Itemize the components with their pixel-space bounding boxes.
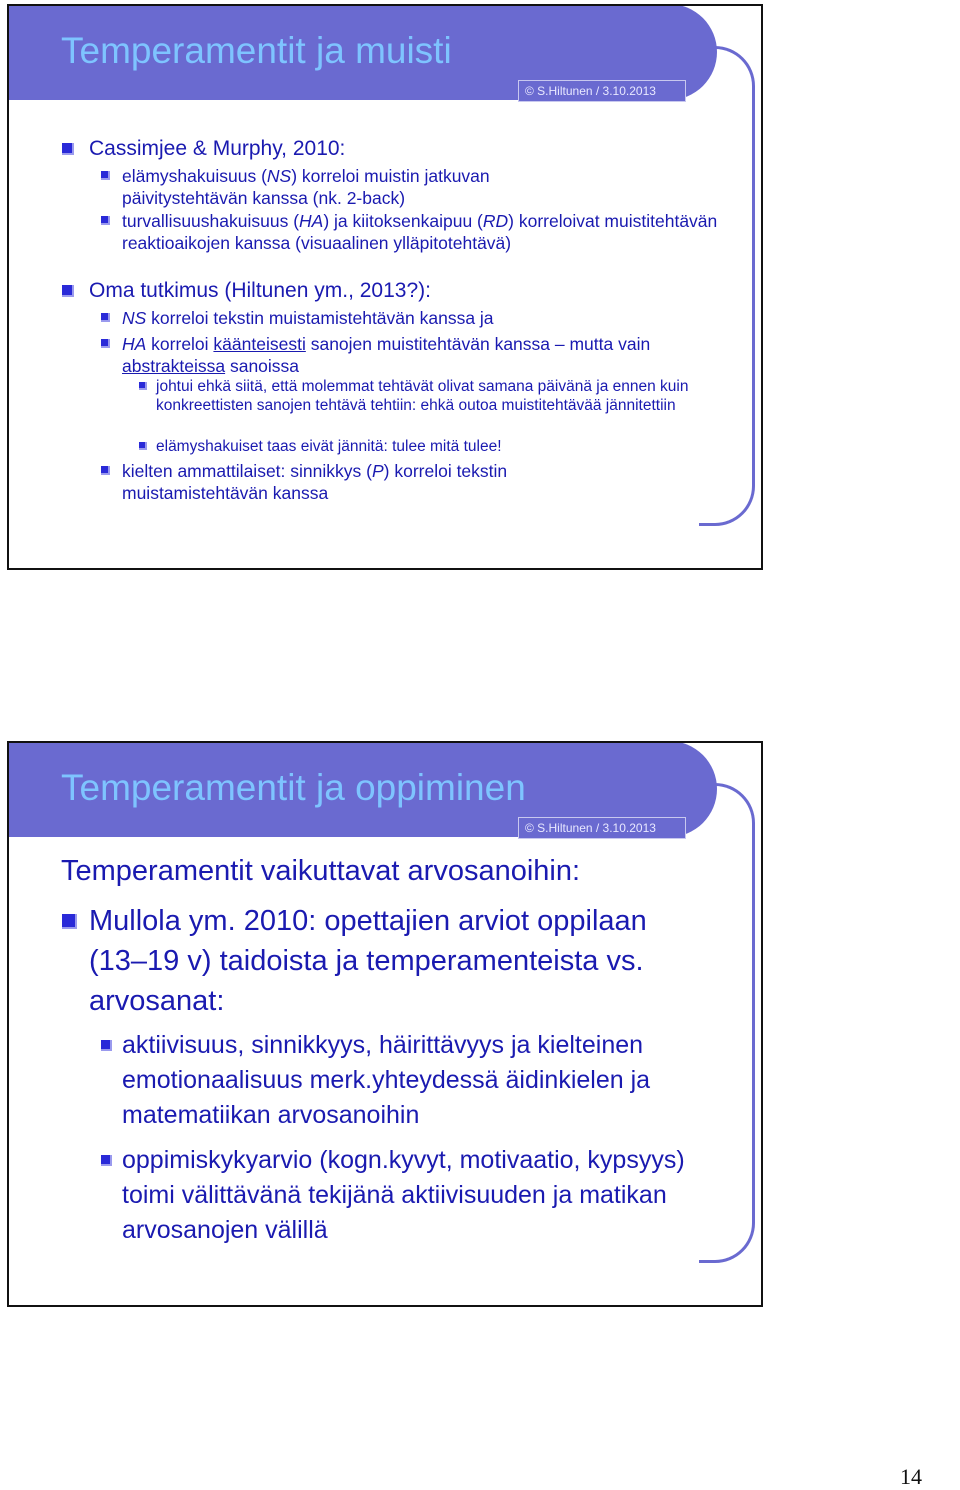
slide-memory [7,4,763,570]
bullet-ns-memory: elämyshakuisuus (NS) korreloi muistin jatkuvan päivitystehtävän kanssa (nk. 2-back) [9,165,612,209]
slide-body [9,743,761,1305]
bullet-learning-ability: oppimiskykyarvio (kogn.kyvyt, motivaatio, kypsyys) toimi välittävänä tekijänä aktiivisuuden ja matikan arvosanojen välillä [9,1143,722,1248]
slide-subheading: Temperamentit vaikuttavat arvosanoihin: [61,855,581,887]
bullet-sensation: elämyshakuiset taas eivät jännitä: tulee mitä tulee! [9,437,716,456]
bullet-own-study: Oma tutkimus (Hiltunen ym., 2013?): [9,279,431,303]
copyright-label: © S.Hiltunen / 3.10.2013 [518,817,686,839]
slide-title: Temperamentit ja muisti [61,30,452,71]
bullet-reason: johtui ehkä siitä, että molemmat tehtävät olivat samana päivänä ja ennen kuin konkreettisten sanojen tehtävä tehtiin: ehkä outoa muistitehtävää jännitettiin [9,377,716,415]
bullet-cassimjee: Cassimjee & Murphy, 2010: [9,137,345,161]
slide-title: Temperamentit ja oppiminen [61,767,526,808]
bullet-mullola: Mullola ym. 2010: opettajien arviot oppilaan (13–19 v) taidoista ja temperamenteista vs. arvosanat: [9,901,649,1021]
bullet-ns-text: NS korreloi tekstin muistamistehtävän kanssa ja [9,307,682,329]
page-number: 14 [900,1464,922,1489]
slide-learning [7,741,763,1307]
bullet-ha-words: HA korreloi käänteisesti sanojen muistitehtävän kanssa – mutta vain abstrakteissa sanoissa [9,333,682,377]
bullet-activity: aktiivisuus, sinnikkyys, häirittävyys ja kielteinen emotionaalisuus merk.yhteydessä äidinkielen ja matematiikan arvosanoihin [9,1028,722,1133]
bullet-language-pros: kielten ammattilaiset: sinnikkys (P) korreloi tekstin muistamistehtävän kanssa [9,460,642,504]
slide-body [9,6,761,568]
bullet-ha-rd: turvallisuushakuisuus (HA) ja kiitoksenkaipuu (RD) korreloivat muistitehtävän reaktioaikojen kanssa (visuaalinen ylläpitotehtävä) [9,210,722,254]
copyright-label: © S.Hiltunen / 3.10.2013 [518,80,686,102]
